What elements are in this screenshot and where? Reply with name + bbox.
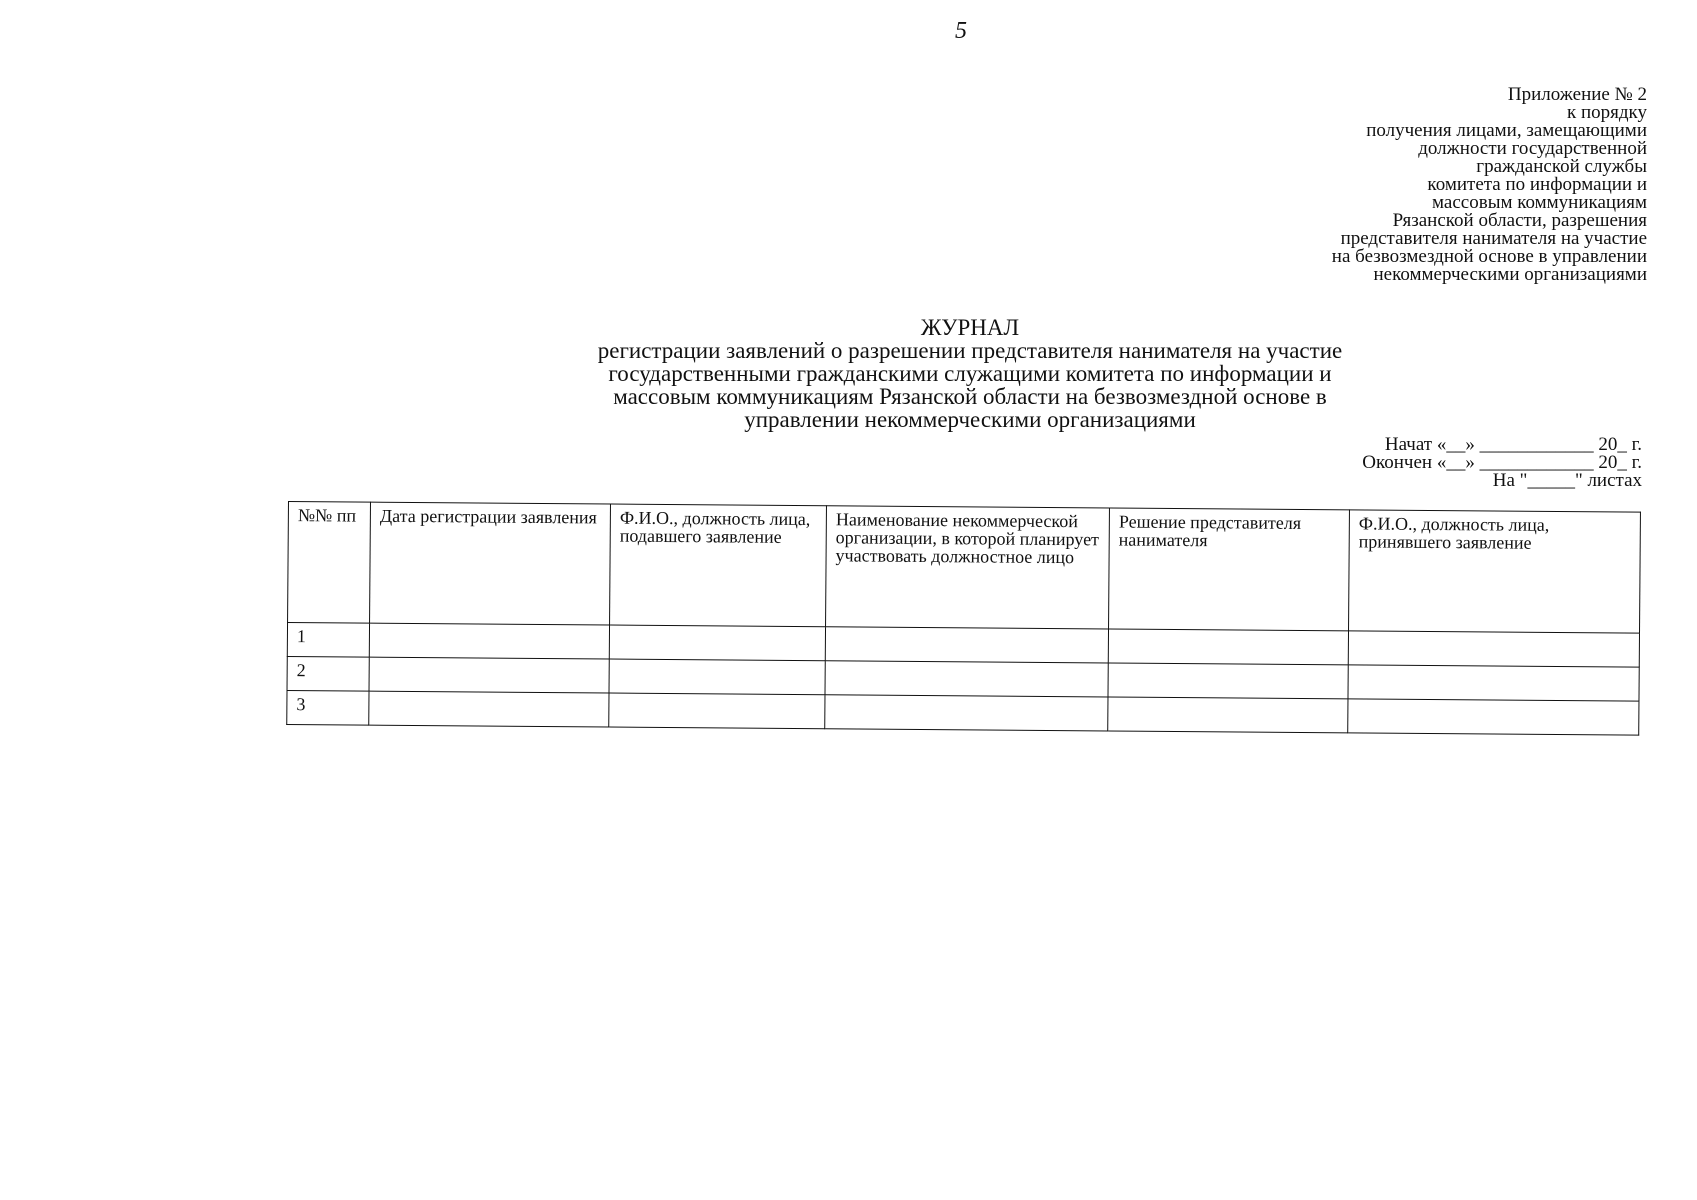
table-cell: 3 xyxy=(287,690,369,725)
table-cell xyxy=(825,661,1108,697)
sheets-line: На "_____" листах xyxy=(1492,470,1642,491)
table-cell xyxy=(1108,663,1348,699)
column-header-number: №№ пп xyxy=(288,502,371,624)
appendix-line: на безвозмездной основе в управлении xyxy=(1331,246,1647,267)
appendix-line: некоммерческими организациями xyxy=(1373,264,1647,285)
page-number: 5 xyxy=(955,18,967,44)
journal-meta xyxy=(1082,436,1642,490)
started-line: Начат «__» ____________ 20_ г. xyxy=(1384,434,1642,455)
appendix-line: Приложение № 2 xyxy=(1507,84,1647,105)
journal-heading: ЖУРНАЛ xyxy=(920,315,1020,340)
table-cell xyxy=(1348,699,1639,735)
journal-title xyxy=(300,316,1640,431)
table-cell xyxy=(1348,665,1639,701)
column-header-applicant: Ф.И.О., должность лица, подавшего заявление xyxy=(610,504,827,627)
table-cell xyxy=(369,623,609,659)
register-table xyxy=(286,501,1641,736)
table-cell xyxy=(369,691,609,727)
appendix-line: должности государственной xyxy=(1418,138,1647,159)
column-header-organization: Наименование некоммерческой организации, в которой планирует участвовать должностное лицо xyxy=(826,506,1110,629)
appendix-line: гражданской службы xyxy=(1476,156,1647,177)
table-cell xyxy=(609,625,825,661)
table-cell xyxy=(609,693,825,729)
appendix-caption xyxy=(1087,86,1647,284)
column-header-registration-date: Дата регистрации заявления xyxy=(370,502,611,625)
table-cell: 2 xyxy=(287,656,369,691)
table-cell xyxy=(369,657,609,693)
column-header-decision: Решение представителя нанимателя xyxy=(1109,508,1350,631)
journal-subtitle-line: регистрации заявлений о разрешении представителя нанимателя на участие xyxy=(597,338,1343,363)
table-cell: 1 xyxy=(287,623,369,658)
appendix-line: к порядку xyxy=(1566,102,1647,123)
appendix-line: Рязанской области, разрешения xyxy=(1392,210,1647,231)
appendix-line: представителя нанимателя на участие xyxy=(1340,228,1647,249)
appendix-line: массовым коммуникациям xyxy=(1432,192,1647,213)
finished-line: Окончен «__» ____________ 20_ г. xyxy=(1362,452,1642,473)
table-cell xyxy=(609,659,825,695)
table-cell xyxy=(1348,631,1639,667)
table-cell xyxy=(1108,629,1348,665)
journal-subtitle-line: государственными гражданскими служащими комитета по информации и xyxy=(608,361,1332,386)
table-cell xyxy=(1108,697,1348,733)
journal-subtitle-line: управлении некоммерческими организациями xyxy=(744,407,1196,432)
column-header-receiver: Ф.И.О., должность лица, принявшего заявление xyxy=(1349,510,1641,633)
journal-subtitle-line: массовым коммуникациям Рязанской области на безвозмездной основе в xyxy=(613,384,1327,409)
table-header-row xyxy=(288,502,1641,634)
appendix-line: получения лицами, замещающими xyxy=(1366,120,1647,141)
table-cell xyxy=(825,695,1108,731)
appendix-line: комитета по информации и xyxy=(1427,174,1647,195)
table-cell xyxy=(825,627,1108,663)
